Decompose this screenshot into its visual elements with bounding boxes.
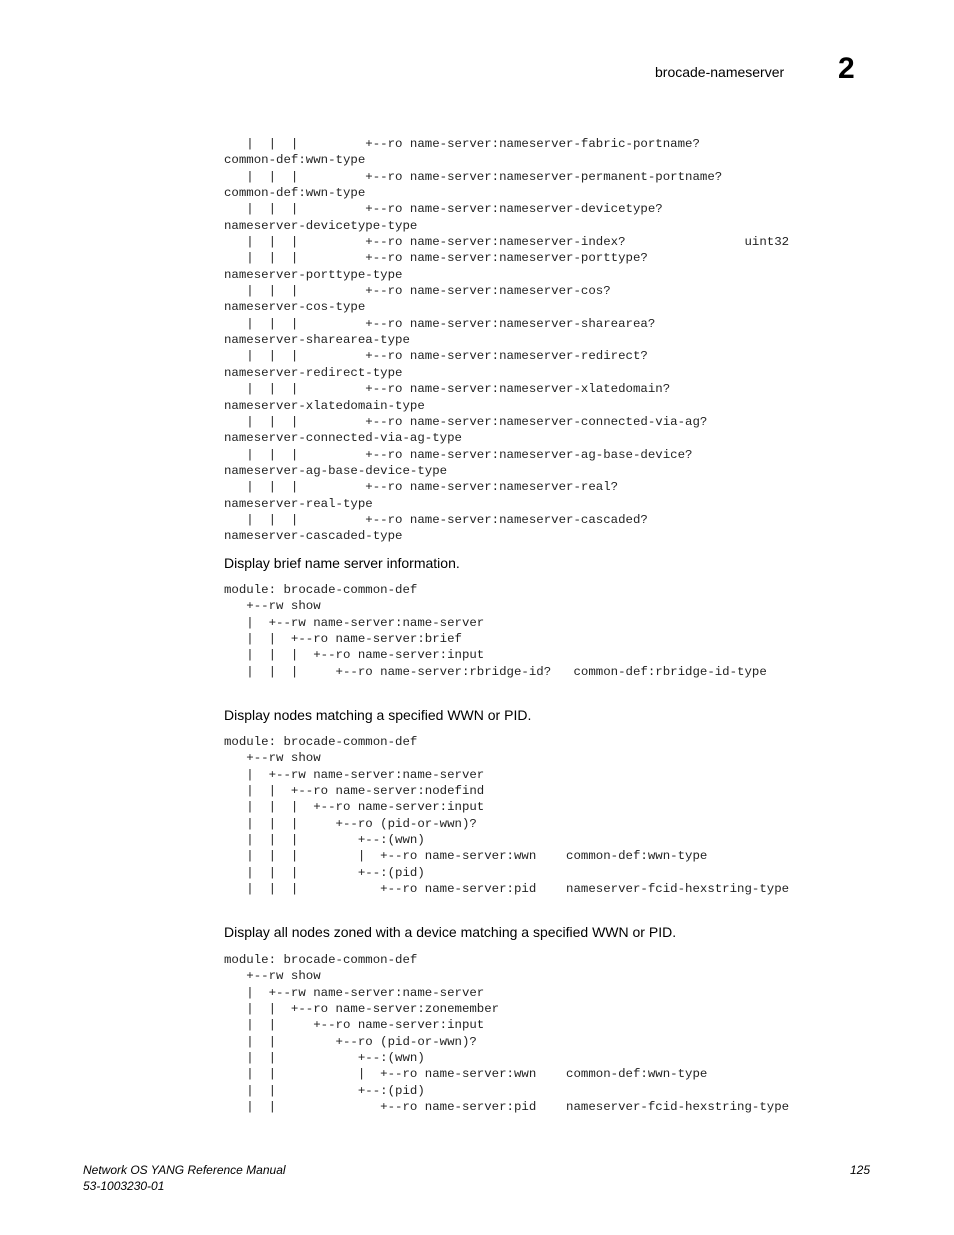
chapter-number: 2 xyxy=(838,52,855,85)
footer-document-info xyxy=(83,1162,286,1194)
description-zonemember: Display all nodes zoned with a device matching a specified WWN or PID. xyxy=(224,924,677,940)
description-nodefind: Display nodes matching a specified WWN or PID. xyxy=(224,707,532,723)
code-block-nodefind: module: brocade-common-def +--rw show | +--rw name-server:name-server | | +--ro name-server:nodefind | | | +--ro name-server:input | | | +--ro (pid-or-wwn)? | | | +--:(wwn) | | | | +--ro name-server:wwn common-def:wwn-type | | | +--:(pid) | | | +--ro name-server:pid nameserver-fcid-hexstring-type xyxy=(224,735,790,897)
code-block-zonemember: module: brocade-common-def +--rw show | +--rw name-server:name-server | | +--ro name-server:zonemember | | +--ro name-server:input | | +--ro (pid-or-wwn)? | | +--:(wwn) | | | +--ro name-server:wwn common-def:wwn-type | | +--:(pid) | | +--ro name-server:pid nameserver-fcid-hexstring-type xyxy=(224,953,790,1115)
description-brief: Display brief name server information. xyxy=(224,555,460,571)
footer-doc-number: 53-1003230-01 xyxy=(83,1179,165,1193)
page-number: 125 xyxy=(850,1163,871,1177)
code-block-brief: module: brocade-common-def +--rw show | +--rw name-server:name-server | | +--ro name-server:brief | | | +--ro name-server:input | | | +--ro name-server:rbridge-id? common-def:rbridge-id-type xyxy=(224,583,767,679)
footer-manual-title: Network OS YANG Reference Manual xyxy=(83,1163,286,1177)
code-block-nameserver-fields: | | | +--ro name-server:nameserver-fabric-portname? common-def:wwn-type | | | +--ro name-server:nameserver-permanent-portname? common-def:wwn-type | | | +--ro name-server:nameserver-devicetype? nameserver-devicetype-type | | | +--ro name-server:nameserver-index? uint32 | | | +--ro name-server:nameserver-porttype? nameserver-porttype-type | | | +--ro name-server:nameserver-cos? nameserver-cos-type | | | +--ro name-server:nameserver-sharearea? nameserver-sharearea-type | | | +--ro name-server:nameserver-redirect? nameserver-redirect-type | | | +--ro name-server:nameserver-xlatedomain? nameserver-xlatedomain-type | | | +--ro name-server:nameserver-connected-via-ag? nameserver-connected-via-ag-type | | | +--ro name-server:nameserver-ag-base-device? nameserver-ag-base-device-type | | | +--ro name-server:nameserver-real? nameserver-real-type | | | +--ro name-server:nameserver-cascaded? nameserver-cascaded-type xyxy=(224,137,790,544)
section-title: brocade-nameserver xyxy=(655,64,785,80)
